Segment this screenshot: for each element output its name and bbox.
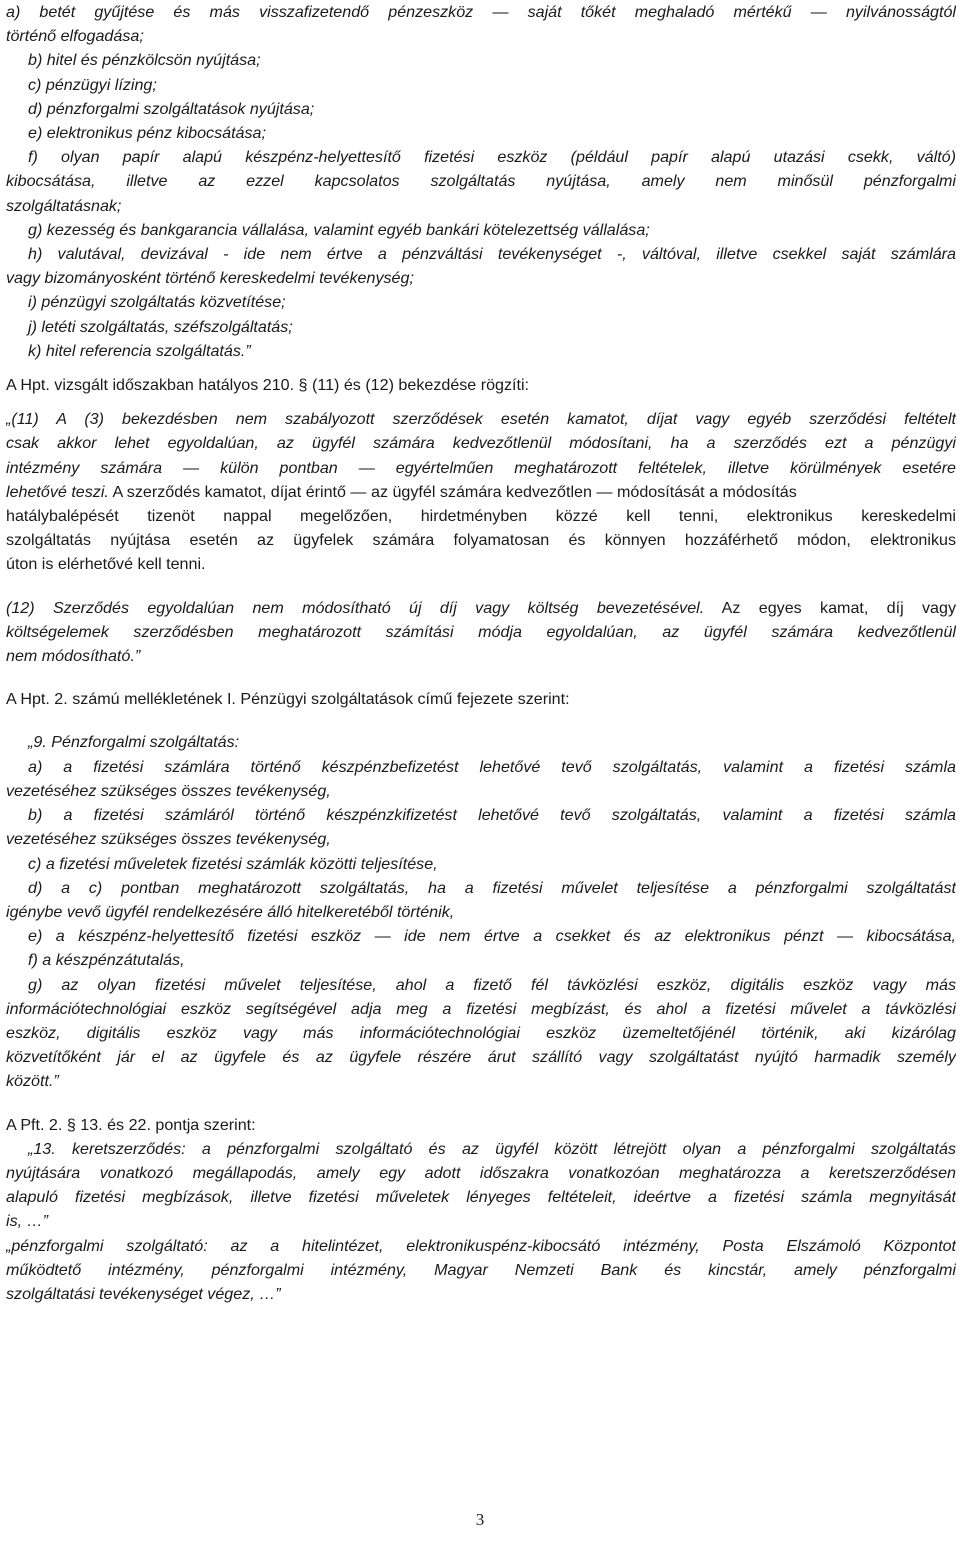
pft-point-13: [6, 1137, 956, 1234]
annex-line: vezetéséhez szükséges összes tevékenység,: [6, 781, 331, 800]
paragraph-line: nem módosítható.”: [6, 647, 141, 666]
list-item: h) valutával, devizával - ide nem értve a pénzváltási tevékenységet -, váltóval, illetve csekkel saját számlára: [28, 245, 956, 264]
annex-line: b) a fizetési számláról történő készpénzkifizetést lehetővé tevő szolgáltatás, valamint a fizetési számla: [28, 806, 956, 825]
annex-line: eszköz, digitális eszköz vagy más információtechnológiai eszköz üzemeltetőjénél történik, aki kizárólag: [6, 1023, 956, 1042]
annex-line: „9. Pénzforgalmi szolgáltatás:: [28, 733, 240, 752]
list-item: e) elektronikus pénz kibocsátása;: [28, 124, 266, 143]
paragraph-line: csak akkor lehet egyoldalúan, az ügyfél számára kedvezőtlenül módosítani, ha a szerződés ezt a pénzügyi: [6, 434, 956, 453]
paragraph-line: költségelemek szerződésben meghatározott számítási módja egyoldalúan, az ügyfél számára kedvezőtlenül: [6, 622, 956, 641]
service-list: [6, 0, 956, 363]
pft-line: is, …”: [6, 1212, 49, 1231]
paragraph-line: úton is elérhetővé kell tenni.: [6, 555, 206, 574]
pft-line: szolgáltatási tevékenységet végez, …”: [6, 1284, 281, 1303]
list-item: a) betét gyűjtése és más visszafizetendő pénzeszköz — saját tőkét meghaladó mértékű — nyilvánosságtól: [6, 3, 956, 21]
annex-line: d) a c) pontban meghatározott szolgáltatás, ha a fizetési művelet teljesítése a pénzforgalmi szolgáltatást: [28, 878, 956, 897]
list-item: kibocsátása, illetve az ezzel kapcsolatos szolgáltatás nyújtása, amely nem minősül pénzforgalmi: [6, 172, 956, 191]
list-item: f) olyan papír alapú készpénz-helyettesítő fizetési eszköz (például papír alapú utazási csekk, váltó): [28, 148, 956, 167]
list-item: történő elfogadása;: [6, 27, 144, 46]
list-item: i) pénzügyi szolgáltatás közvetítése;: [28, 293, 286, 312]
list-item: j) letéti szolgáltatás, széfszolgáltatás;: [28, 317, 293, 336]
list-item: c) pénzügyi lízing;: [28, 75, 157, 94]
page-number: 3: [475, 1510, 485, 1529]
pft-line: alapuló fizetési megbízások, illetve fizetési műveletek lényeges feltételeit, ideértve a fizetési számla megnyitását: [6, 1188, 956, 1207]
annex-line: között.”: [6, 1072, 59, 1091]
list-item: szolgáltatásnak;: [6, 196, 122, 215]
paragraph-line: lehetővé teszi. A szerződés kamatot, díjat érintő — az ügyfél számára kedvezőtlen — módosítását a módosítás: [6, 482, 797, 501]
hpt-annex-intro: A Hpt. 2. számú mellékletének I. Pénzügyi szolgáltatások című fejezete szerint:: [6, 690, 570, 709]
annex-line: c) a fizetési műveletek fizetési számlák közötti teljesítése,: [28, 854, 438, 873]
list-item: k) hitel referencia szolgáltatás.”: [28, 341, 251, 360]
paragraph-line: szolgáltatás nyújtása esetén az ügyfelek számára folyamatosan és könnyen hozzáférhető módon, elektronikus: [6, 531, 956, 550]
list-item: g) kezesség és bankgarancia vállalása, valamint egyéb bankári kötelezettség vállalása;: [28, 220, 650, 239]
paragraph-11: [6, 407, 956, 576]
pft-line: működtető intézmény, pénzforgalmi intézmény, Magyar Nemzeti Bank és kincstár, amely pénzforgalmi: [6, 1260, 956, 1279]
paragraph-line: (12) Szerződés egyoldalúan nem módosítható új díj vagy költség bevezetésével. Az egyes kamat, díj vagy: [6, 598, 956, 617]
pft-line: „pénzforgalmi szolgáltató: az a hitelintézet, elektronikuspénz-kibocsátó intézmény, Posta Elszámoló Központot: [6, 1236, 956, 1255]
paragraph-12: [6, 596, 956, 669]
pft-line: „13. keretszerződés: a pénzforgalmi szolgáltató és az ügyfél között létrejött olyan a pénzforgalmi szolgáltatás: [28, 1139, 956, 1158]
annex-line: igénybe vevő ügyfél rendelkezésére álló hitelkeretéből történik,: [6, 902, 455, 921]
list-item: vagy bizományosként történő kereskedelmi tevékenység;: [6, 269, 414, 288]
annex-line: vezetéséhez szükséges összes tevékenység,: [6, 830, 331, 849]
annex-line: f) a készpénzátutalás,: [28, 951, 185, 970]
annex-items: [6, 730, 956, 1093]
list-item: d) pénzforgalmi szolgáltatások nyújtása;: [28, 99, 315, 118]
annex-line: közvetítőként jár el az ügyfele és az ügyfele részére árut szállító vagy szolgáltatást nyújtó harmadik személy: [6, 1048, 956, 1067]
hpt-210-intro: A Hpt. vizsgált időszakban hatályos 210. § (11) és (12) bekezdése rögzíti:: [6, 376, 530, 395]
pft-line: nyújtására vonatkozó megállapodás, amely egy adott időszakra vonatkozóan meghatározza a keretszerződésen: [6, 1163, 956, 1182]
list-item: b) hitel és pénzkölcsön nyújtása;: [28, 51, 261, 70]
pft-point-22: [6, 1234, 956, 1307]
annex-line: információtechnológiai eszköz segítségével adja meg a fizetési megbízást, és ahol a fizetési művelet a távközlési: [6, 999, 956, 1018]
annex-line: g) az olyan fizetési művelet teljesítése, ahol a fizető fél távközlési eszköz, digitális eszköz vagy más: [28, 975, 956, 994]
annex-line: e) a készpénz-helyettesítő fizetési eszköz — ide nem értve a csekket és az elektronikus pénzt — kibocsátása,: [28, 927, 956, 946]
pft-intro: A Pft. 2. § 13. és 22. pontja szerint:: [6, 1115, 256, 1134]
paragraph-line: „(11) A (3) bekezdésben nem szabályozott szerződések esetén kamatot, díjat vagy egyéb szerződési feltételt: [6, 410, 956, 429]
annex-line: a) a fizetési számlára történő készpénzbefizetést lehetővé tevő szolgáltatás, valamint a fizetési számla: [28, 757, 956, 776]
paragraph-line: hatálybalépését tizenöt nappal megelőzően, hirdetményben közzé kell tenni, elektronikus kereskedelmi: [6, 507, 956, 526]
paragraph-line: intézmény számára — külön pontban — egyértelműen meghatározott feltételek, illetve körülmények esetére: [6, 458, 956, 477]
document-page: [6, 0, 956, 1306]
